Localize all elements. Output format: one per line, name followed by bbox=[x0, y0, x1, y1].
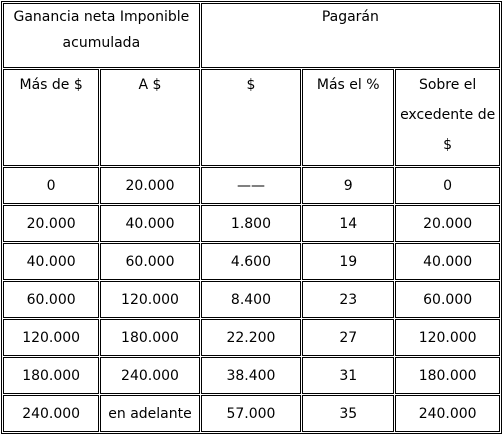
cell-pesos: 38.400 bbox=[201, 357, 301, 394]
cell-excedente: 120.000 bbox=[395, 319, 500, 356]
header-ganancia-neta: Ganancia neta Imponible acumulada bbox=[3, 3, 200, 68]
cell-a: 180.000 bbox=[100, 319, 199, 356]
cell-porcentaje: 9 bbox=[302, 167, 394, 204]
table-header-columns-row bbox=[3, 69, 500, 166]
table-row bbox=[3, 167, 500, 204]
table-row bbox=[3, 243, 500, 280]
cell-pesos: 22.200 bbox=[201, 319, 301, 356]
table-row bbox=[3, 357, 500, 394]
cell-a: 240.000 bbox=[100, 357, 199, 394]
cell-mas-de: 40.000 bbox=[3, 243, 99, 280]
cell-pesos: —— bbox=[201, 167, 301, 204]
cell-excedente: 60.000 bbox=[395, 281, 500, 318]
table-row bbox=[3, 205, 500, 242]
cell-mas-de: 20.000 bbox=[3, 205, 99, 242]
cell-a: 60.000 bbox=[100, 243, 199, 280]
cell-excedente: 240.000 bbox=[395, 395, 500, 432]
cell-a: 20.000 bbox=[100, 167, 199, 204]
cell-porcentaje: 19 bbox=[302, 243, 394, 280]
header-mas-el-porcentaje: Más el % bbox=[302, 69, 394, 166]
cell-excedente: 0 bbox=[395, 167, 500, 204]
cell-porcentaje: 27 bbox=[302, 319, 394, 356]
cell-excedente: 40.000 bbox=[395, 243, 500, 280]
cell-excedente: 20.000 bbox=[395, 205, 500, 242]
cell-excedente: 180.000 bbox=[395, 357, 500, 394]
cell-pesos: 57.000 bbox=[201, 395, 301, 432]
cell-porcentaje: 31 bbox=[302, 357, 394, 394]
cell-mas-de: 180.000 bbox=[3, 357, 99, 394]
cell-pesos: 4.600 bbox=[201, 243, 301, 280]
cell-porcentaje: 14 bbox=[302, 205, 394, 242]
header-a: A $ bbox=[100, 69, 199, 166]
cell-mas-de: 120.000 bbox=[3, 319, 99, 356]
cell-pesos: 8.400 bbox=[201, 281, 301, 318]
cell-porcentaje: 35 bbox=[302, 395, 394, 432]
header-pagaran: Pagarán bbox=[201, 3, 500, 68]
cell-mas-de: 240.000 bbox=[3, 395, 99, 432]
cell-mas-de: 60.000 bbox=[3, 281, 99, 318]
table-row bbox=[3, 395, 500, 432]
header-sobre-excedente: Sobre el excedente de $ bbox=[395, 69, 500, 166]
cell-a: en adelante bbox=[100, 395, 199, 432]
cell-mas-de: 0 bbox=[3, 167, 99, 204]
table-row bbox=[3, 281, 500, 318]
cell-pesos: 1.800 bbox=[201, 205, 301, 242]
tax-bracket-table bbox=[1, 1, 502, 434]
cell-a: 120.000 bbox=[100, 281, 199, 318]
cell-a: 40.000 bbox=[100, 205, 199, 242]
header-mas-de: Más de $ bbox=[3, 69, 99, 166]
table-header-group-row bbox=[3, 3, 500, 68]
table-row bbox=[3, 319, 500, 356]
tax-table-container bbox=[1, 1, 502, 434]
header-pesos: $ bbox=[201, 69, 301, 166]
cell-porcentaje: 23 bbox=[302, 281, 394, 318]
